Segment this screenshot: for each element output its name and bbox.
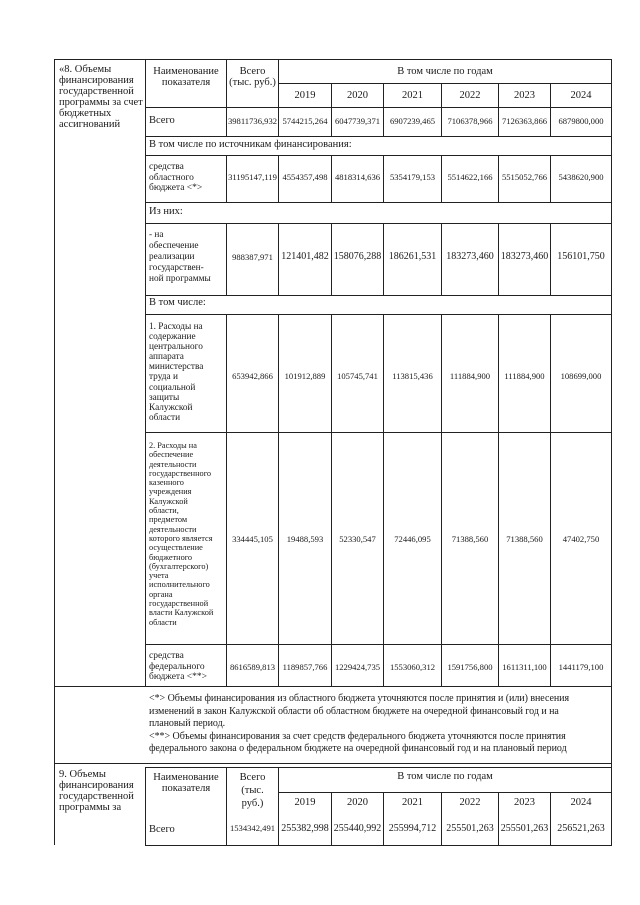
year-2021: 2021 — [402, 797, 423, 808]
cell-2021: 113815,436 — [392, 371, 433, 381]
cell-2022: 111884,900 — [449, 371, 491, 381]
row-label: Всего — [149, 115, 175, 126]
header-indicator: Наименование показателя — [153, 772, 219, 794]
row-sum: 1534342,491 — [229, 823, 276, 833]
cell-2019: 5744215,264 — [282, 116, 328, 126]
year-2019: 2019 — [294, 90, 316, 101]
section-9-title: 9. Объемы финансирования государственной программы за — [59, 769, 134, 813]
footnotes: <*> Объемы финансирования из областного бюджета уточняются после принятия и (или) внесения изменений в закон Калужской области об областном бюджете на очередной финансовый год и на плановый период. <**> Объемы финансирования за счет средств федерального бюджета уточняются после принятия федерального закона о федеральном бюджете на очередной финансовый год и на плановый период — [149, 693, 569, 754]
cell-2021: 1553060,312 — [389, 662, 436, 672]
year-2021: 2021 — [402, 90, 423, 101]
cell-2023: 71388,560 — [506, 534, 543, 544]
header-by-years: В том числе по годам — [397, 771, 493, 782]
cell-2019: 19488,593 — [286, 534, 324, 544]
cell-2021: 255994,712 — [388, 823, 437, 834]
cell-2024: 47402,750 — [562, 534, 600, 544]
cell-2019: 4554357,498 — [282, 172, 328, 182]
cell-2019: 1189857,766 — [282, 662, 328, 672]
year-2020: 2020 — [347, 797, 368, 808]
cell-2024: 6879800,000 — [558, 116, 604, 126]
cell-2023: 7126363,866 — [501, 116, 548, 126]
row-label: 1. Расходы на содержание центрального аппарата министерства труда и социальной защиты Калужской области — [149, 322, 204, 423]
cell-2020: 4818314,636 — [334, 172, 381, 182]
year-2019: 2019 — [294, 797, 316, 808]
cell-2020: 6047739,371 — [334, 116, 381, 126]
cell-2020: 158076,288 — [333, 251, 382, 262]
cell-2021: 5354179,153 — [389, 172, 436, 182]
cell-2020: 105745,741 — [337, 371, 378, 381]
row-label: средства областного бюджета <*> — [149, 162, 203, 193]
cell-2022: 183273,460 — [446, 251, 494, 262]
including-heading: В том числе: — [149, 297, 206, 308]
year-2020: 2020 — [347, 90, 368, 101]
header-total: Всего (тыс. руб.) — [239, 772, 266, 809]
cell-2022: 71388,560 — [451, 534, 489, 544]
cell-2022: 5514622,166 — [447, 172, 493, 182]
cell-2020: 1229424,735 — [334, 662, 381, 672]
cell-2022: 1591756,800 — [447, 662, 493, 672]
cell-2023: 255501,263 — [500, 823, 549, 834]
cell-2019: 121401,482 — [281, 251, 329, 262]
row-label: Всего — [149, 824, 175, 835]
year-2022: 2022 — [459, 797, 481, 808]
cell-2023: 5515052,766 — [501, 172, 548, 182]
row-sum: 8616589,813 — [229, 662, 276, 672]
cell-2024: 1441179,100 — [558, 662, 604, 672]
row-sum: 653942,866 — [232, 371, 273, 381]
row-sum: 31195147,119 — [228, 172, 277, 182]
cell-2024: 256521,263 — [557, 823, 605, 834]
cell-2021: 72446,095 — [394, 534, 431, 544]
cell-2023: 1611311,100 — [502, 662, 547, 672]
cell-2021: 186261,531 — [388, 251, 437, 262]
cell-2024: 108699,000 — [560, 371, 602, 381]
year-2023: 2023 — [514, 797, 535, 808]
row-label: 2. Расходы на обеспечение деятельности государственного казенного учреждения Калужской области, предметом деятельности которого является осуществление бюджетного (бухгалтерского) учета исполнительного органа государственной власти Калужской области — [149, 441, 214, 627]
cell-2024: 5438620,900 — [558, 172, 604, 182]
of-which-heading: Из них: — [149, 206, 183, 217]
cell-2022: 255501,263 — [446, 823, 494, 834]
cell-2021: 6907239,465 — [389, 116, 436, 126]
cell-2024: 156101,750 — [557, 251, 605, 262]
cell-2019: 255382,998 — [281, 823, 329, 834]
year-2024: 2024 — [570, 90, 592, 101]
row-label: средства федерального бюджета <**> — [149, 651, 208, 682]
row-sum: 334445,105 — [232, 534, 273, 544]
header-indicator: Наименование показателя — [153, 66, 219, 88]
row-label: - на обеспечение реализации государствен- ной программы — [149, 230, 211, 284]
cell-2020: 52330,547 — [339, 534, 376, 544]
section-8-title: «8. Объемы финансирования государственной программы за счет бюджетных ассигнований — [59, 64, 143, 130]
cell-2019: 101912,889 — [284, 371, 326, 381]
cell-2022: 7106378,966 — [447, 116, 493, 126]
by-sources-heading: В том числе по источникам финансирования: — [149, 139, 352, 150]
header-total: Всего (тыс. руб.) — [229, 66, 276, 88]
row-sum: 39811736,932 — [227, 116, 278, 126]
header-by-years: В том числе по годам — [397, 66, 493, 77]
cell-2023: 183273,460 — [500, 251, 549, 262]
year-2023: 2023 — [514, 90, 535, 101]
year-2024: 2024 — [570, 797, 592, 808]
year-2022: 2022 — [459, 90, 481, 101]
row-sum: 988387,971 — [232, 252, 273, 262]
cell-2020: 255440,992 — [333, 823, 382, 834]
cell-2023: 111884,900 — [504, 371, 545, 381]
